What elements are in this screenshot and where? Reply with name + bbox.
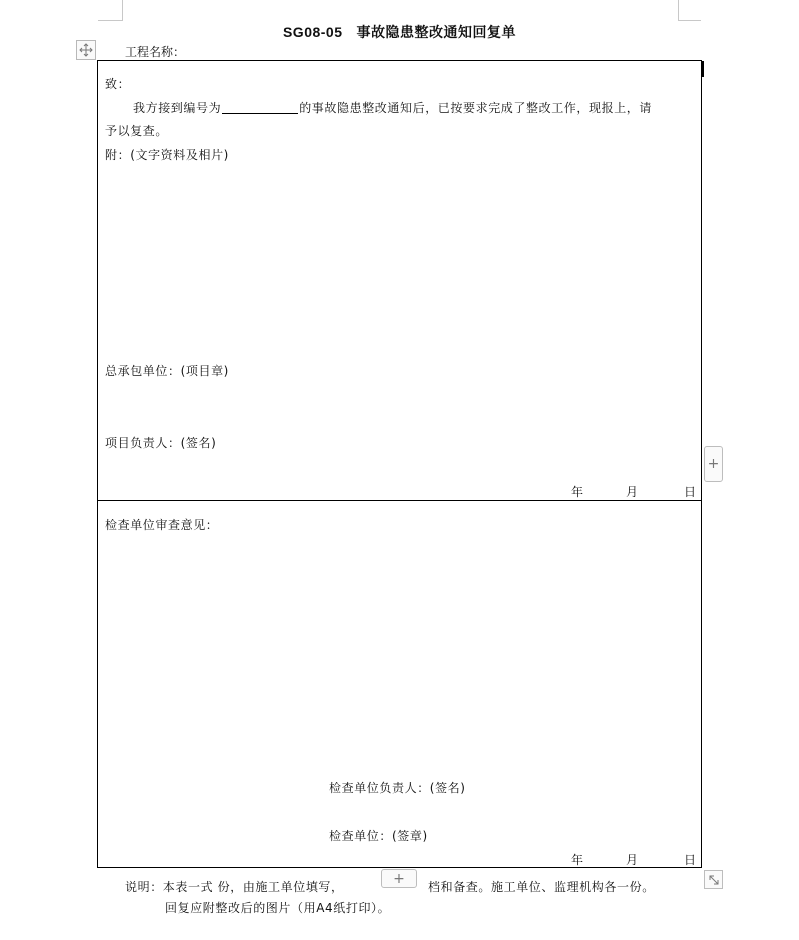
review-opinion-label: 检查单位审查意见： — [105, 518, 219, 532]
project-name-label: 工程名称： — [125, 45, 186, 59]
table-edge-marker — [702, 61, 704, 77]
review-date-month: 月 — [626, 853, 639, 867]
reply-body-line1 — [133, 99, 652, 116]
reply-date-month: 月 — [626, 485, 639, 499]
title-code: SG08-05 — [282, 24, 343, 40]
manager-label: 项目负责人：(签名) — [105, 436, 217, 450]
review-unit-label: 检查单位：(签章) — [329, 829, 428, 843]
section-divider — [97, 500, 702, 501]
reply-body-part1: 我方接到编号为 — [133, 101, 222, 115]
contractor-label: 总承包单位：(项目章) — [105, 364, 229, 378]
attachment-label: 附：(文字资料及相片) — [105, 148, 229, 162]
crop-mark-top-right — [678, 0, 701, 21]
plus-icon: + — [707, 456, 720, 472]
note-line2: 回复应附整改后的图片（用A4纸打印）。 — [165, 901, 391, 915]
note-line1-right: 档和备查。施工单位、监理机构各一份。 — [428, 880, 655, 894]
to-label: 致： — [105, 77, 131, 91]
note-line1-left: 说明：本表一式 份，由施工单位填写， — [125, 880, 344, 894]
reply-date-day: 日 — [684, 485, 697, 499]
add-row-button[interactable] — [381, 869, 417, 888]
document-title — [0, 22, 799, 42]
table-resize-handle[interactable] — [704, 870, 723, 889]
reviewer-label: 检查单位负责人：(签名) — [329, 781, 466, 795]
move-icon — [79, 43, 93, 57]
table-move-handle[interactable] — [76, 40, 96, 60]
notice-number-blank[interactable] — [222, 101, 298, 114]
add-column-button[interactable] — [704, 446, 723, 482]
review-date-day: 日 — [684, 853, 697, 867]
reply-body-line2: 予以复查。 — [105, 124, 169, 138]
reply-body-part2: 的事故隐患整改通知后，已按要求完成了整改工作，现报上，请 — [299, 101, 653, 115]
review-date-year: 年 — [571, 853, 584, 867]
plus-icon: + — [393, 870, 405, 887]
title-text: 事故隐患整改通知回复单 — [356, 25, 517, 41]
resize-icon — [708, 874, 720, 886]
crop-mark-top-left — [98, 0, 123, 21]
form-table — [97, 60, 702, 868]
reply-date-year: 年 — [571, 485, 584, 499]
